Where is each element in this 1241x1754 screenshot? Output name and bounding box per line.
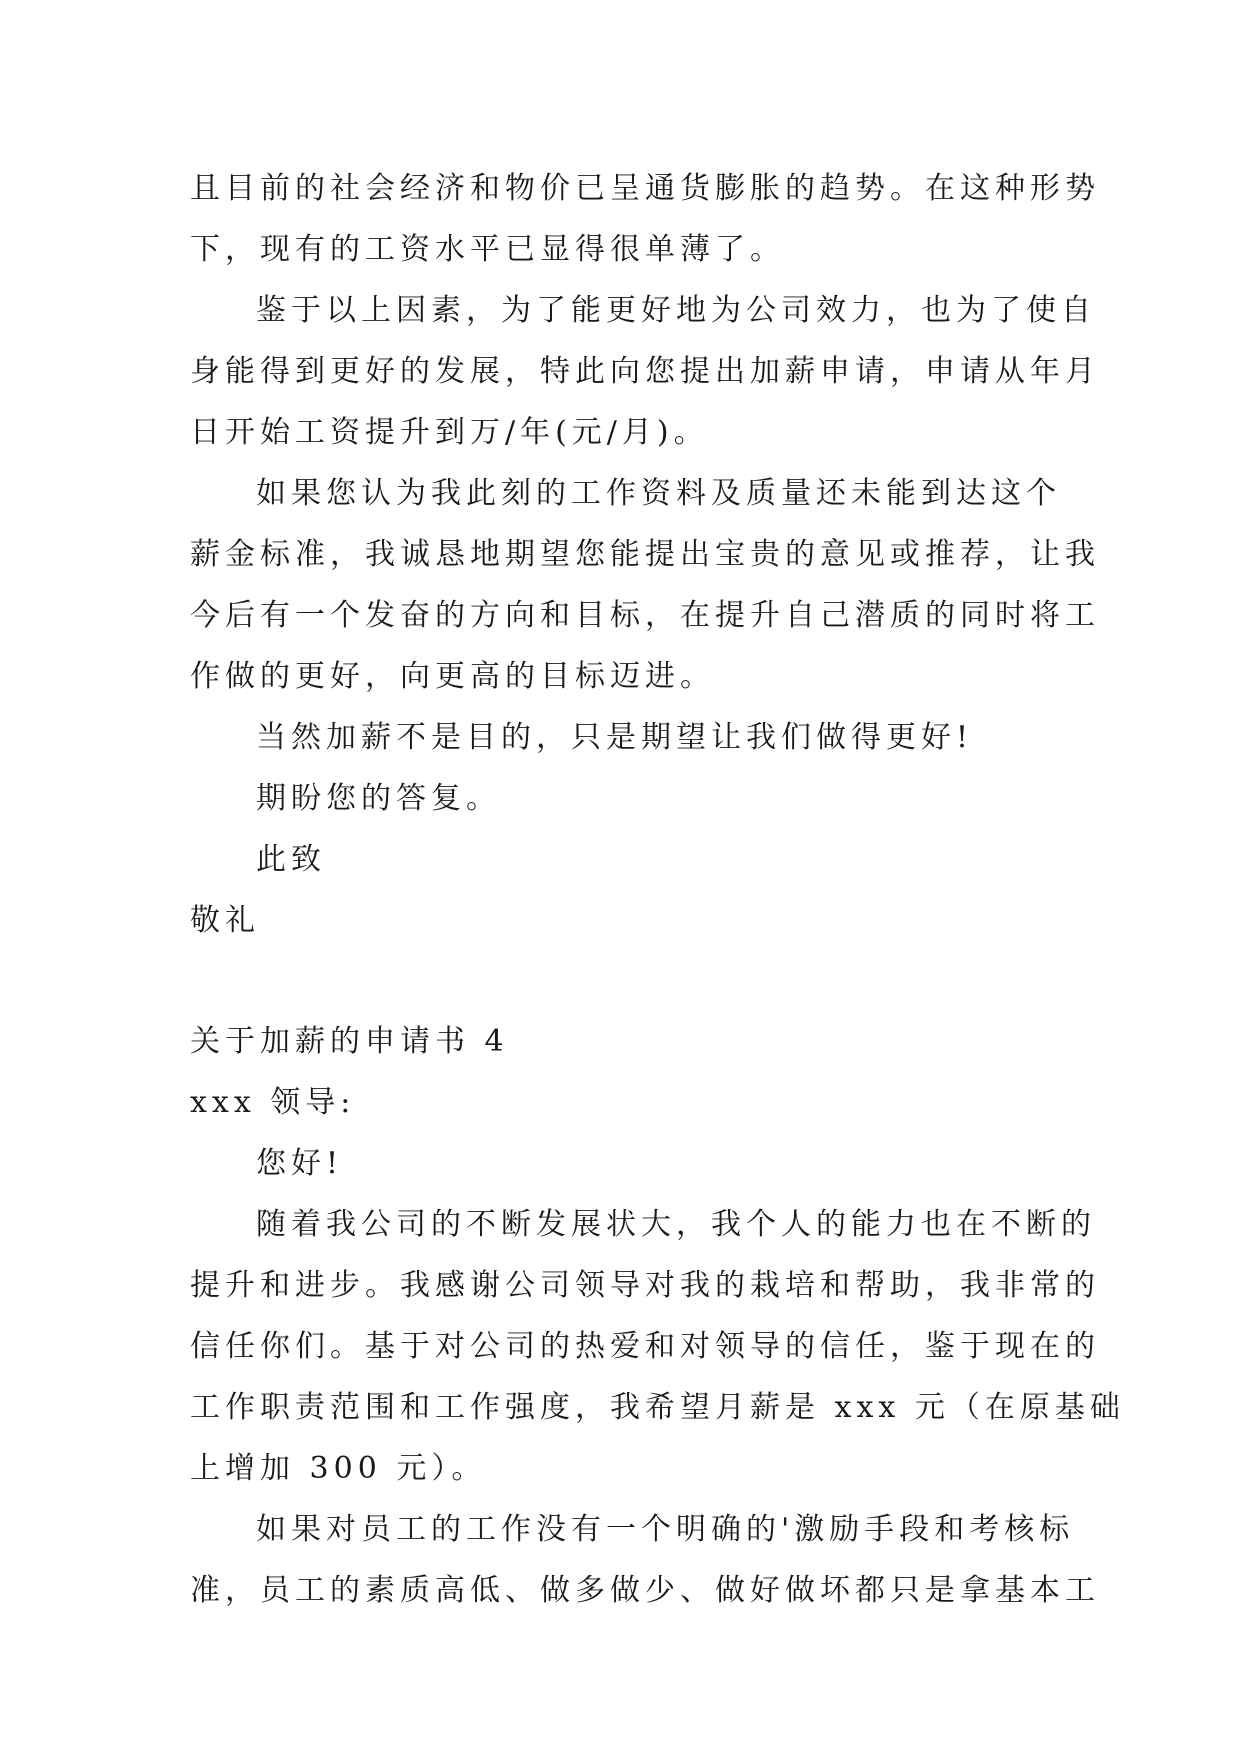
text-line: 上增加 300 元）。 bbox=[190, 1451, 487, 1486]
text-line: 身能得到更好的发展，特此向您提出加薪申请，申请从年月 bbox=[190, 354, 1100, 389]
closing-phrase: 此致 bbox=[256, 842, 326, 877]
section-title: 关于加薪的申请书 4 bbox=[190, 1024, 509, 1059]
text-line: 期盼您的答复。 bbox=[256, 781, 501, 816]
text-line: 日开始工资提升到万/年(元/月)。 bbox=[190, 415, 709, 450]
text-line: 今后有一个发奋的方向和目标，在提升自己潜质的同时将工 bbox=[190, 598, 1100, 633]
text-line: 随着我公司的不断发展状大，我个人的能力也在不断的 bbox=[256, 1207, 1096, 1242]
section-gap bbox=[190, 951, 1050, 1011]
text-line: 工作职责范围和工作强度，我希望月薪是 xxx 元（在原基础 bbox=[190, 1390, 1125, 1425]
text-line: 如果您认为我此刻的工作资料及质量还未能到达这个 bbox=[256, 476, 1061, 511]
closing-salutation: 敬礼 bbox=[190, 903, 260, 938]
text-line: 鉴于以上因素，为了能更好地为公司效力，也为了使自 bbox=[256, 293, 1096, 328]
text-line: 信任你们。基于对公司的热爱和对领导的信任，鉴于现在的 bbox=[190, 1329, 1100, 1364]
text-line: 当然加薪不是目的，只是期望让我们做得更好! bbox=[256, 720, 974, 755]
letter-greeting: 您好! bbox=[256, 1146, 344, 1181]
document-body bbox=[190, 158, 1125, 1621]
text-line: 下，现有的工资水平已显得很单薄了。 bbox=[190, 232, 785, 267]
text-line: 提升和进步。我感谢公司领导对我的栽培和帮助，我非常的 bbox=[190, 1268, 1100, 1303]
text-line: 如果对员工的工作没有一个明确的'激励手段和考核标 bbox=[256, 1512, 1075, 1547]
text-line: 准，员工的素质高低、做多做少、做好做坏都只是拿基本工 bbox=[190, 1573, 1100, 1608]
text-line: 薪金标准，我诚恳地期望您能提出宝贵的意见或推荐，让我 bbox=[190, 537, 1100, 572]
letter-recipient: xxx 领导: bbox=[190, 1085, 356, 1120]
text-line: 作做的更好，向更高的目标迈进。 bbox=[190, 659, 715, 694]
text-line: 且目前的社会经济和物价已呈通货膨胀的趋势。在这种形势 bbox=[190, 171, 1100, 206]
